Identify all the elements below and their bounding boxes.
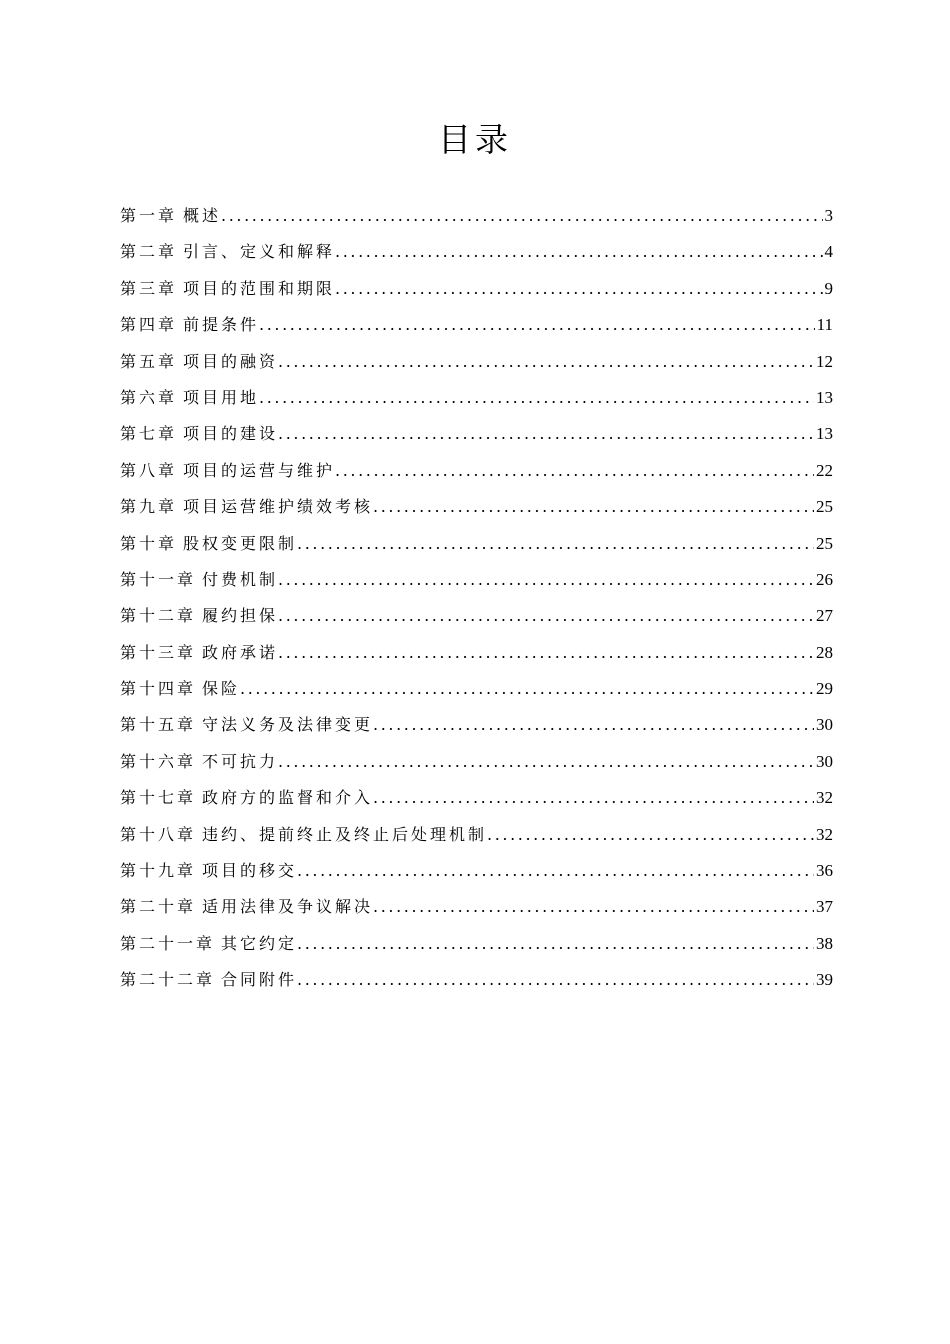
- toc-dot-leader: [335, 271, 822, 307]
- toc-entry[interactable]: [120, 234, 833, 270]
- toc-dot-leader: [259, 307, 815, 343]
- toc-heading: 政府承诺: [202, 642, 279, 662]
- toc-chapter-number: 第九章: [120, 497, 178, 517]
- table-of-contents: [120, 198, 833, 999]
- toc-entry[interactable]: [120, 271, 833, 307]
- toc-heading: 付费机制: [202, 569, 279, 589]
- toc-entry[interactable]: [120, 344, 833, 380]
- toc-entry[interactable]: [120, 962, 833, 998]
- toc-page-number: 22: [816, 460, 833, 480]
- toc-entry[interactable]: [120, 817, 833, 853]
- toc-page-number: 25: [816, 533, 833, 553]
- toc-page-number: 27: [816, 606, 833, 626]
- toc-entry[interactable]: [120, 526, 833, 562]
- toc-chapter-number: 第十二章: [120, 606, 197, 626]
- toc-page-number: 13: [816, 387, 833, 407]
- toc-page-number: 30: [816, 751, 833, 771]
- toc-entry[interactable]: [120, 453, 833, 489]
- toc-entry[interactable]: [120, 635, 833, 671]
- toc-page-number: 13: [816, 424, 833, 444]
- toc-page-number: 29: [816, 679, 833, 699]
- toc-chapter-number: 第十八章: [120, 824, 197, 844]
- toc-heading: 项目运营维护绩效考核: [183, 497, 374, 517]
- toc-dot-leader: [240, 671, 814, 707]
- page-title: 目录: [438, 120, 512, 159]
- toc-page-number: 32: [816, 824, 833, 844]
- toc-heading: 股权变更限制: [183, 533, 298, 553]
- toc-page-number: 36: [816, 861, 833, 881]
- toc-entry[interactable]: [120, 489, 833, 525]
- toc-entry[interactable]: [120, 307, 833, 343]
- toc-heading: 违约、提前终止及终止后处理机制: [202, 824, 488, 844]
- toc-page-number: 25: [816, 497, 833, 517]
- toc-page-number: 4: [824, 242, 833, 262]
- toc-entry[interactable]: [120, 926, 833, 962]
- toc-entry[interactable]: [120, 671, 833, 707]
- toc-chapter-number: 第十五章: [120, 715, 197, 735]
- toc-heading: 项目的运营与维护: [183, 460, 336, 480]
- toc-page-number: 3: [824, 206, 833, 225]
- toc-chapter-number: 第十一章: [120, 569, 197, 589]
- toc-entry[interactable]: [120, 853, 833, 889]
- toc-page-number: 12: [816, 351, 833, 371]
- toc-dot-leader: [297, 926, 814, 962]
- toc-entry[interactable]: [120, 780, 833, 816]
- toc-dot-leader: [335, 234, 822, 270]
- toc-page-number: 30: [816, 715, 833, 735]
- toc-heading: 引言、定义和解释: [183, 242, 336, 262]
- toc-dot-leader: [278, 598, 814, 634]
- toc-entry[interactable]: [120, 416, 833, 452]
- toc-chapter-number: 第七章: [120, 424, 178, 444]
- toc-heading: 项目的融资: [183, 351, 279, 371]
- toc-entry[interactable]: [120, 198, 833, 234]
- toc-dot-leader: [373, 489, 814, 525]
- toc-dot-leader: [373, 889, 814, 925]
- toc-entry[interactable]: [120, 598, 833, 634]
- toc-chapter-number: 第一章: [120, 206, 178, 225]
- toc-chapter-number: 第十六章: [120, 751, 197, 771]
- toc-dot-leader: [297, 526, 814, 562]
- toc-dot-leader: [373, 780, 814, 816]
- toc-chapter-number: 第三章: [120, 278, 178, 298]
- toc-page-number: 9: [824, 278, 833, 298]
- toc-entry[interactable]: [120, 744, 833, 780]
- toc-chapter-number: 第十九章: [120, 861, 197, 881]
- toc-dot-leader: [278, 744, 814, 780]
- toc-chapter-number: 第十三章: [120, 642, 197, 662]
- toc-dot-leader: [221, 198, 822, 234]
- toc-chapter-number: 第二十章: [120, 897, 197, 917]
- toc-chapter-number: 第八章: [120, 460, 178, 480]
- toc-dot-leader: [335, 453, 814, 489]
- toc-dot-leader: [487, 817, 814, 853]
- toc-entry[interactable]: [120, 380, 833, 416]
- toc-chapter-number: 第六章: [120, 387, 178, 407]
- toc-heading: 履约担保: [202, 606, 279, 626]
- toc-heading: 项目用地: [183, 387, 260, 407]
- toc-dot-leader: [373, 707, 814, 743]
- toc-chapter-number: 第五章: [120, 351, 178, 371]
- toc-heading: 不可抗力: [202, 751, 279, 771]
- toc-dot-leader: [278, 344, 814, 380]
- toc-heading: 合同附件: [221, 970, 298, 990]
- toc-dot-leader: [278, 416, 814, 452]
- toc-page-number: 38: [816, 933, 833, 953]
- toc-heading: 前提条件: [183, 315, 260, 335]
- toc-heading: 适用法律及争议解决: [202, 897, 374, 917]
- toc-heading: 项目的建设: [183, 424, 279, 444]
- toc-chapter-number: 第二十一章: [120, 933, 216, 953]
- toc-heading: 概述: [183, 206, 222, 225]
- toc-heading: 项目的范围和期限: [183, 278, 336, 298]
- toc-chapter-number: 第二十二章: [120, 970, 216, 990]
- toc-dot-leader: [297, 962, 814, 998]
- toc-chapter-number: 第十章: [120, 533, 178, 553]
- toc-dot-leader: [278, 562, 814, 598]
- toc-page-number: 39: [816, 970, 833, 990]
- toc-chapter-number: 第十四章: [120, 679, 197, 699]
- toc-heading: 其它约定: [221, 933, 298, 953]
- toc-chapter-number: 第四章: [120, 315, 178, 335]
- toc-page-number: 11: [816, 315, 833, 335]
- toc-chapter-number: 第十七章: [120, 788, 197, 808]
- toc-dot-leader: [278, 635, 814, 671]
- toc-page-number: 26: [816, 569, 833, 589]
- toc-entry[interactable]: [120, 889, 833, 925]
- toc-dot-leader: [259, 380, 814, 416]
- toc-entry[interactable]: [120, 562, 833, 598]
- toc-heading: 守法义务及法律变更: [202, 715, 374, 735]
- toc-heading: 政府方的监督和介入: [202, 788, 374, 808]
- toc-dot-leader: [297, 853, 814, 889]
- toc-entry[interactable]: [120, 707, 833, 743]
- toc-heading: 保险: [202, 679, 241, 699]
- toc-page-number: 37: [816, 897, 833, 917]
- toc-page-number: 32: [816, 788, 833, 808]
- toc-heading: 项目的移交: [202, 861, 298, 881]
- toc-chapter-number: 第二章: [120, 242, 178, 262]
- toc-page-number: 28: [816, 642, 833, 662]
